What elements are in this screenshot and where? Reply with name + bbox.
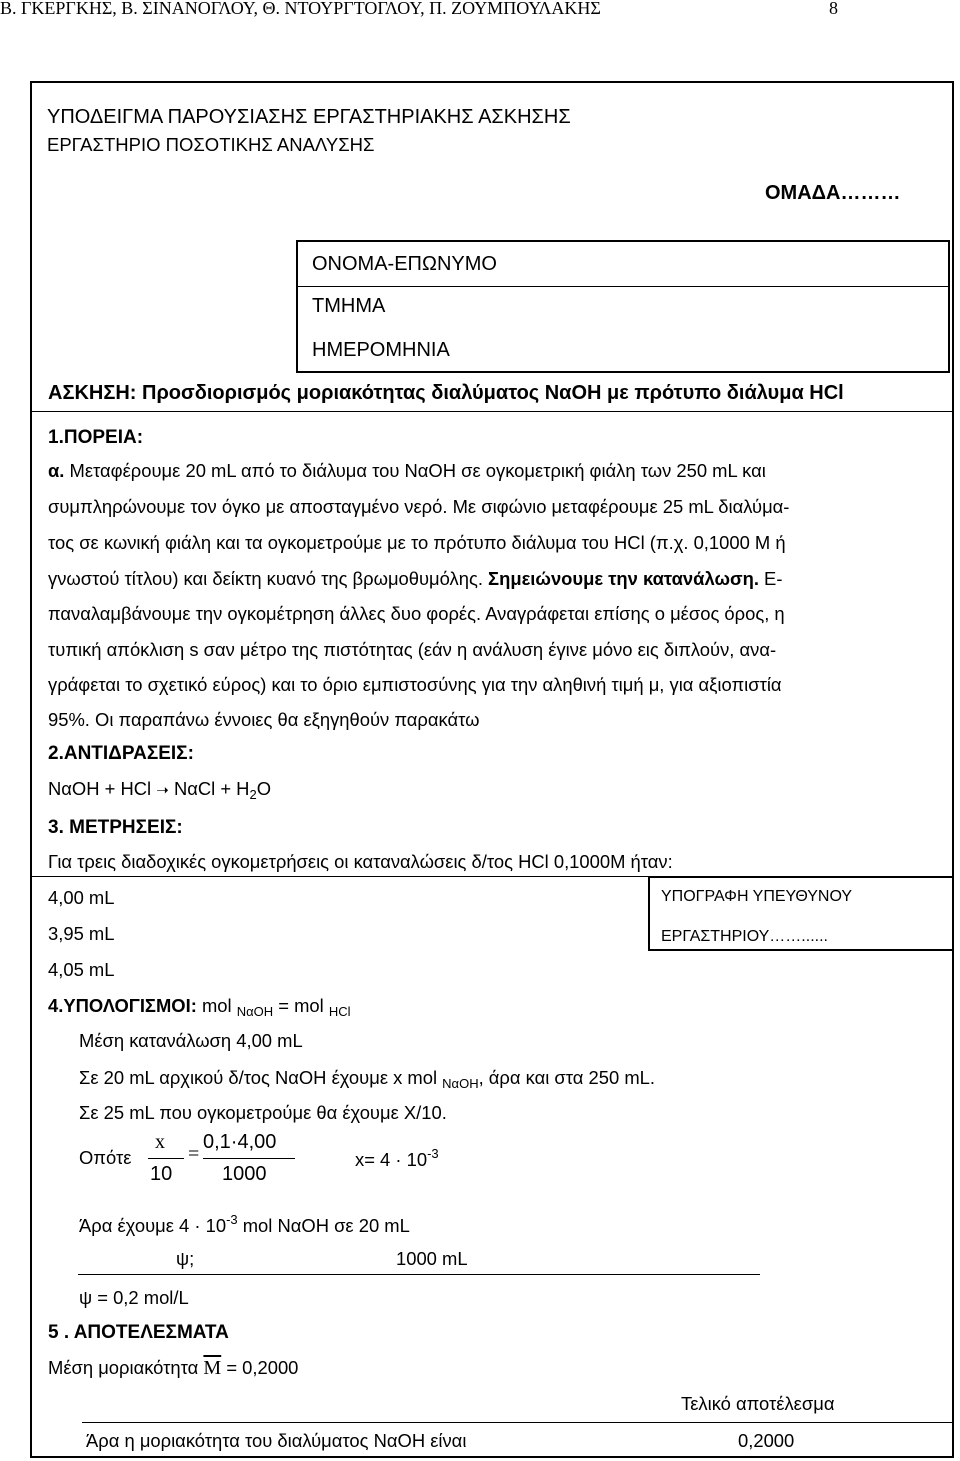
reaction-equation bbox=[48, 778, 271, 802]
exercise-title: ΑΣΚΗΣΗ: Προσδιορισμός μοριακότητας διαλύματος ΝαΟΗ με πρότυπο διάλυμα HCl bbox=[48, 382, 844, 404]
date-field-label: ΗΜΕΡΟΜΗΝΙΑ bbox=[312, 339, 450, 361]
naoh-20ml-text: Σε 20 mL αρχικού δ/τος ΝαΟΗ έχουμε x mol bbox=[79, 1067, 443, 1088]
info-divider bbox=[296, 286, 950, 287]
mean-molarity bbox=[48, 1357, 298, 1380]
reactions-heading: 2.ΑΝΤΙΔΡΑΣΕΙΣ: bbox=[48, 743, 194, 764]
naoh-subscript: ΝαΟΗ bbox=[236, 1004, 274, 1019]
consumption-note: Σημειώνουμε την κατανάλωση. bbox=[482, 568, 759, 589]
exercise-divider bbox=[30, 411, 954, 412]
procedure-line-8: 95%. Οι παραπάνω έννοιες θα εξηγηθούν παρακάτω bbox=[48, 709, 480, 730]
department-field-label: ΤΜΗΜΑ bbox=[312, 295, 386, 317]
ara-end: mol ΝαΟΗ σε 20 mL bbox=[237, 1215, 410, 1236]
procedure-heading: 1.ΠΟΡΕΙΑ: bbox=[48, 427, 144, 448]
x-result bbox=[355, 1146, 439, 1171]
reaction-reactants: ΝαΟΗ + HCl bbox=[48, 778, 152, 799]
measurements-heading: 3. ΜΕΤΡΗΣΕΙΣ: bbox=[48, 817, 183, 838]
fraction-x-denominator: 10 bbox=[150, 1163, 173, 1185]
psi-volume: 1000 mL bbox=[396, 1248, 468, 1269]
reaction-arrow-icon: ➝ bbox=[156, 781, 169, 799]
calculations-heading-line bbox=[48, 995, 350, 1019]
mean-molarity-label: Μέση μοριακότητα bbox=[48, 1357, 199, 1378]
results-heading: 5 . ΑΠΟΤΕΛΕΣΜΑΤΑ bbox=[48, 1322, 229, 1343]
procedure-line-7: γράφεται το σχετικό εύρος) και το όριο εμπιστοσύνης για την αληθινή τιμή μ, για αξιοπιστία bbox=[48, 674, 782, 695]
mean-molarity-symbol: $\overline{M}$ bbox=[203, 1357, 222, 1379]
procedure-line-1 bbox=[48, 460, 766, 482]
header-authors: Β. ΓΚΕΡΓΚΗΣ, Β. ΣΙΝΑΝΟΓΛΟΥ, Θ. ΝΤΟΥΡΓΤΟΓΛΟΥ, Π. ΖΟΥΜΠΟΥΛΑΚΗΣ bbox=[0, 0, 601, 18]
procedure-text-1: Μεταφέρουμε 20 mL από το διάλυμα του ΝαΟΗ σε ογκομετρική φιάλη των 250 mL και bbox=[64, 460, 766, 481]
naoh-20ml-line bbox=[79, 1067, 655, 1091]
ara-text: Άρα έχουμε 4 · 10 bbox=[79, 1215, 227, 1236]
step-a-label: α. bbox=[48, 460, 65, 481]
doc-title: ΥΠΟΔΕΙΓΜΑ ΠΑΡΟΥΣΙΑΣΗΣ ΕΡΓΑΣΤΗΡΙΑΚΗΣ ΑΣΚΗΣΗΣ bbox=[47, 106, 571, 128]
x-result-exponent: -3 bbox=[427, 1146, 439, 1161]
water-subscript: 2 bbox=[249, 787, 257, 802]
signature-label-1: ΥΠΟΓΡΑΦΗ ΥΠΕΥΘΥΝΟΥ bbox=[661, 888, 853, 905]
hcl-subscript: HCl bbox=[328, 1004, 351, 1019]
fraction-numerator: 0,1·4,00 bbox=[203, 1131, 277, 1153]
page-number: 8 bbox=[829, 0, 838, 18]
procedure-text-4-cont: Ε- bbox=[758, 568, 783, 589]
group-label: ΟΜΑΔΑ……… bbox=[765, 182, 901, 204]
mol-equals-text: = mol bbox=[273, 995, 329, 1016]
measurements-intro: Για τρεις διαδοχικές ογκομετρήσεις οι καταναλώσεις δ/τος HCl 0,1000M ήταν: bbox=[48, 851, 673, 872]
fraction-bar-2 bbox=[203, 1158, 295, 1159]
psi-result: ψ = 0,2 mol/L bbox=[79, 1287, 189, 1308]
naoh-20ml-end: , άρα και στα 250 mL. bbox=[478, 1067, 655, 1088]
ara-line bbox=[79, 1212, 410, 1237]
final-result-sentence: Άρα η μοριακότητα του διαλύματος ΝαΟΗ είναι bbox=[86, 1430, 467, 1451]
final-result-label: Τελικό αποτέλεσμα bbox=[681, 1393, 835, 1414]
procedure-text-4: γνωστού τίτλου) και δείκτη κυανό της βρωμοθυμόλης. bbox=[48, 568, 483, 589]
water-oxygen: O bbox=[256, 778, 272, 799]
signature-label-2: ΕΡΓΑΣΤΗΡΙΟΥ……...... bbox=[661, 928, 828, 945]
mol-text: mol bbox=[196, 995, 237, 1016]
procedure-text-5: παναλαμβάνουμε την ογκομέτρηση άλλες δυο φορές. bbox=[48, 603, 482, 624]
final-result-divider bbox=[82, 1422, 954, 1423]
reaction-products: ΝαCl + H bbox=[173, 778, 250, 799]
procedure-text-5-cont: Αναγράφεται επίσης ο μέσος όρος, η bbox=[481, 603, 785, 624]
naoh-20ml-subscript: ΝαΟΗ bbox=[442, 1076, 479, 1091]
procedure-line-2: συμπληρώνουμε τον όγκο με αποσταγμένο νερό. Με σιφώνιο μεταφέρουμε 25 mL διαλύμα- bbox=[48, 496, 790, 517]
procedure-line-5 bbox=[48, 603, 785, 625]
psi-underline bbox=[78, 1274, 760, 1275]
doc-subtitle: ΕΡΓΑΣΤΗΡΙΟ ΠΟΣΟΤΙΚΗΣ ΑΝΑΛΥΣΗΣ bbox=[47, 134, 375, 155]
measurement-1: 4,00 mL bbox=[48, 887, 115, 908]
fraction-bar-1 bbox=[148, 1158, 184, 1159]
procedure-line-4 bbox=[48, 568, 782, 590]
psi-label: ψ; bbox=[176, 1248, 195, 1269]
opote-label: Οπότε bbox=[79, 1147, 132, 1168]
procedure-line-3: τος σε κωνική φιάλη και τα ογκομετρούμε με το πρότυπο διάλυμα του HCl (π.χ. 0,1000 Μ ή bbox=[48, 532, 786, 553]
titration-25ml-line: Σε 25 mL που ογκομετρούμε θα έχουμε Χ/10. bbox=[79, 1102, 447, 1123]
ara-exponent: -3 bbox=[226, 1212, 238, 1227]
measurement-3: 4,05 mL bbox=[48, 959, 115, 980]
final-result-value: 0,2000 bbox=[738, 1430, 795, 1451]
name-field-label: ΟΝΟΜΑ-ΕΠΩΝΥΜΟ bbox=[312, 253, 497, 275]
procedure-line-6: τυπική απόκλιση s σαν μέτρο της πιστότητας (εάν η ανάλυση έγινε μόνο εις διπλούν, ανα- bbox=[48, 639, 777, 660]
x-result-text: x= 4 · 10 bbox=[355, 1149, 428, 1170]
fraction-x-numerator: x bbox=[155, 1131, 165, 1153]
measurement-2: 3,95 mL bbox=[48, 923, 115, 944]
calculations-heading: 4.ΥΠΟΛΟΓΙΣΜΟΙ: bbox=[48, 995, 197, 1016]
fraction-denominator: 1000 bbox=[222, 1163, 267, 1185]
equals-sign: = bbox=[188, 1143, 200, 1165]
mean-molarity-value: = 0,2000 bbox=[221, 1357, 299, 1378]
mean-consumption: Μέση κατανάλωση 4,00 mL bbox=[79, 1030, 303, 1051]
